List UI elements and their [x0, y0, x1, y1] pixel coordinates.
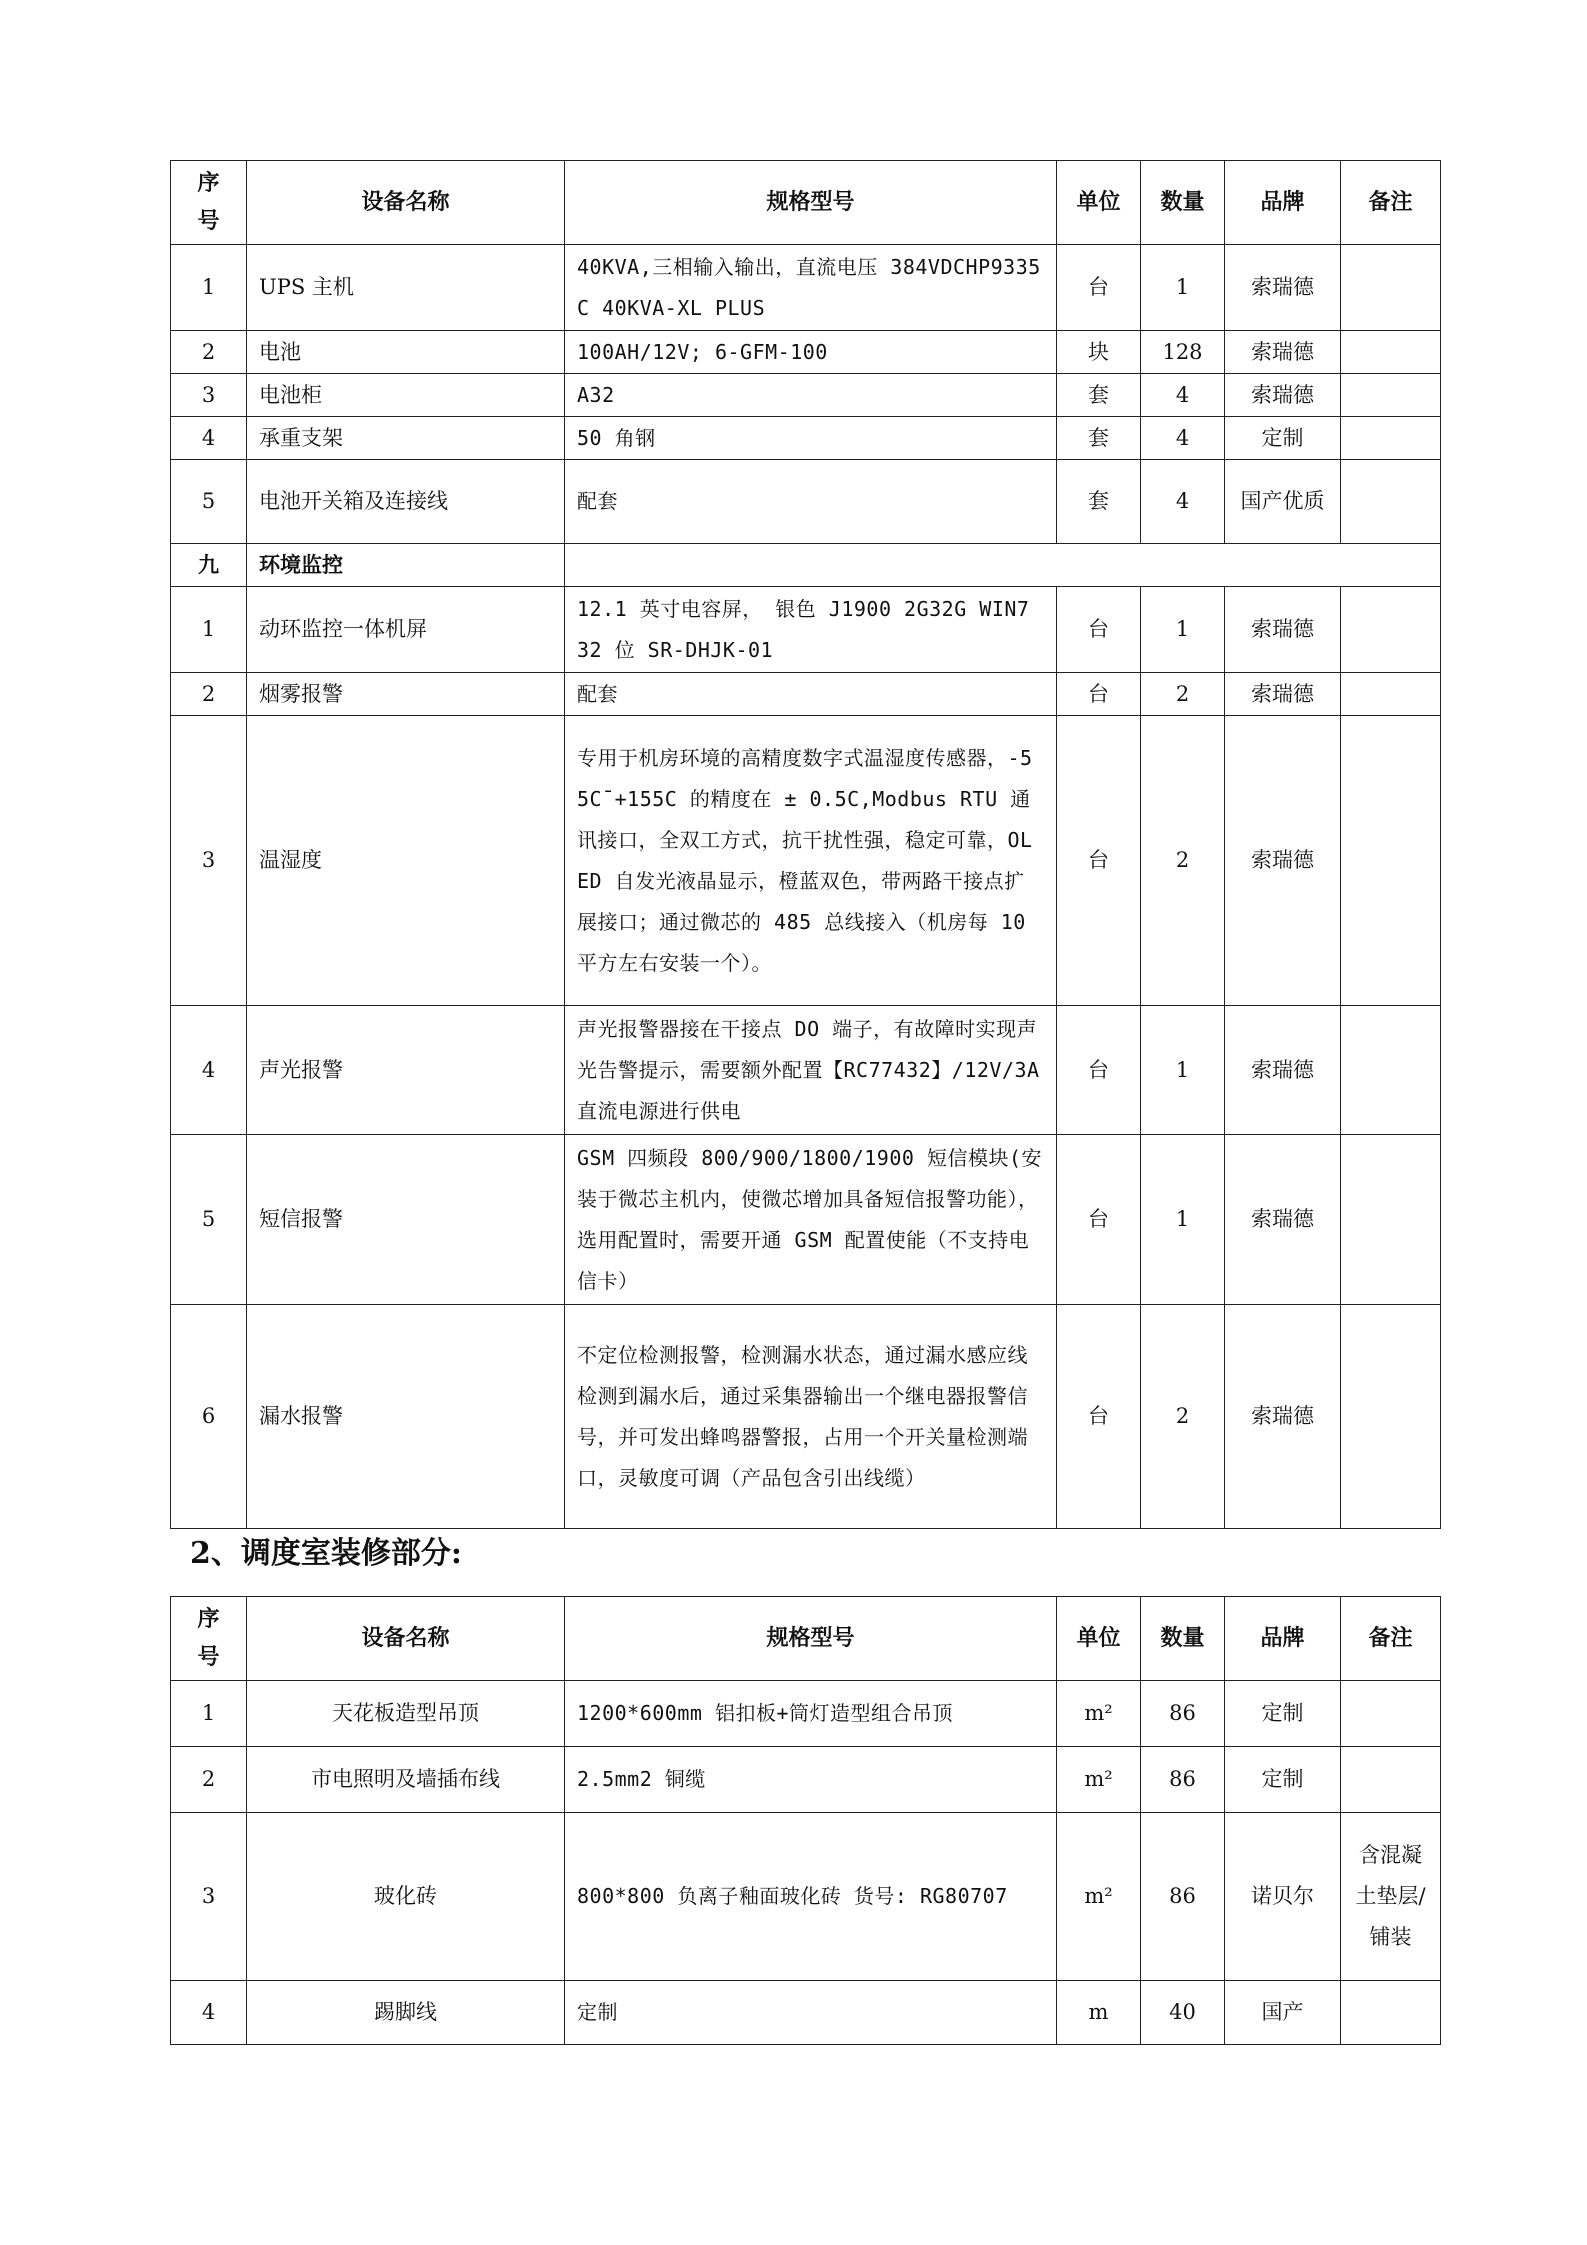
- cell-spec: 2.5mm2 铜缆: [565, 1747, 1057, 1813]
- cell-seq: 1: [171, 587, 247, 673]
- cell-spec: 40KVA,三相输入输出，直流电压 384VDCHP9335C 40KVA-XL PLUS: [565, 245, 1057, 331]
- cell-name: 烟雾报警: [247, 673, 565, 716]
- section-seq: 九: [171, 544, 247, 587]
- table-header-row: [171, 161, 1441, 245]
- cell-note: [1341, 460, 1441, 544]
- cell-brand: 索瑞德: [1225, 1135, 1341, 1305]
- cell-unit: 套: [1057, 417, 1141, 460]
- header-unit: 单位: [1057, 1597, 1141, 1681]
- cell-spec: 定制: [565, 1981, 1057, 2045]
- cell-qty: 4: [1141, 460, 1225, 544]
- cell-name: 漏水报警: [247, 1305, 565, 1529]
- cell-note: [1341, 1135, 1441, 1305]
- table-row: [171, 1681, 1441, 1747]
- cell-seq: 5: [171, 460, 247, 544]
- header-qty: 数量: [1141, 1597, 1225, 1681]
- cell-qty: 86: [1141, 1747, 1225, 1813]
- cell-unit: m²: [1057, 1747, 1141, 1813]
- cell-seq: 3: [171, 716, 247, 1006]
- cell-seq: 4: [171, 1981, 247, 2045]
- table-row: [171, 1135, 1441, 1305]
- cell-qty: 86: [1141, 1681, 1225, 1747]
- cell-brand: 诺贝尔: [1225, 1813, 1341, 1981]
- cell-seq: 4: [171, 1006, 247, 1135]
- cell-qty: 1: [1141, 1006, 1225, 1135]
- cell-unit: 块: [1057, 331, 1141, 374]
- cell-brand: 索瑞德: [1225, 1305, 1341, 1529]
- cell-qty: 2: [1141, 1305, 1225, 1529]
- cell-unit: m²: [1057, 1813, 1141, 1981]
- cell-spec: 不定位检测报警，检测漏水状态，通过漏水感应线检测到漏水后，通过采集器输出一个继电器报警信号，并可发出蜂鸣器警报，占用一个开关量检测端口，灵敏度可调（产品包含引出线缆）: [565, 1305, 1057, 1529]
- header-spec: 规格型号: [565, 1597, 1057, 1681]
- header-brand: 品牌: [1225, 161, 1341, 245]
- section-heading: 2、调度室装修部分:: [190, 1536, 462, 1571]
- cell-brand: 索瑞德: [1225, 245, 1341, 331]
- table-row: [171, 460, 1441, 544]
- cell-spec: A32: [565, 374, 1057, 417]
- cell-seq: 3: [171, 1813, 247, 1981]
- cell-name: 承重支架: [247, 417, 565, 460]
- cell-spec: 声光报警器接在干接点 DO 端子，有故障时实现声光告警提示，需要额外配置【RC77432】/12V/3A 直流电源进行供电: [565, 1006, 1057, 1135]
- cell-unit: 台: [1057, 716, 1141, 1006]
- cell-unit: 套: [1057, 460, 1141, 544]
- cell-unit: 台: [1057, 1006, 1141, 1135]
- cell-name: 天花板造型吊顶: [247, 1681, 565, 1747]
- cell-spec: 1200*600mm 铝扣板+筒灯造型组合吊顶: [565, 1681, 1057, 1747]
- cell-brand: 索瑞德: [1225, 331, 1341, 374]
- table-row: [171, 417, 1441, 460]
- section-empty: [565, 544, 1441, 587]
- cell-brand: 索瑞德: [1225, 374, 1341, 417]
- cell-note: [1341, 673, 1441, 716]
- cell-note: [1341, 331, 1441, 374]
- cell-note: 含混凝土垫层/铺装: [1341, 1813, 1441, 1981]
- cell-qty: 4: [1141, 374, 1225, 417]
- header-seq: 序号: [171, 161, 247, 245]
- cell-seq: 4: [171, 417, 247, 460]
- cell-brand: 索瑞德: [1225, 587, 1341, 673]
- cell-qty: 1: [1141, 245, 1225, 331]
- cell-spec: 配套: [565, 673, 1057, 716]
- cell-spec: 800*800 负离子釉面玻化砖 货号: RG80707: [565, 1813, 1057, 1981]
- cell-spec: 专用于机房环境的高精度数字式温湿度传感器，-55C¯+155C 的精度在 ± 0.5C,Modbus RTU 通讯接口，全双工方式，抗干扰性强，稳定可靠，OLED 自发光液晶显示，橙蓝双色，带两路干接点扩展接口；通过微芯的 485 总线接入（机房每 10 平方左右安装一个）。: [565, 716, 1057, 1006]
- header-name: 设备名称: [247, 161, 565, 245]
- table-row: [171, 245, 1441, 331]
- header-unit: 单位: [1057, 161, 1141, 245]
- cell-note: [1341, 417, 1441, 460]
- cell-qty: 40: [1141, 1981, 1225, 2045]
- cell-name: 玻化砖: [247, 1813, 565, 1981]
- equipment-table-dispatch-room: [170, 1596, 1441, 2045]
- cell-name: 踢脚线: [247, 1981, 565, 2045]
- header-note: 备注: [1341, 1597, 1441, 1681]
- cell-qty: 86: [1141, 1813, 1225, 1981]
- table-row: [171, 1981, 1441, 2045]
- header-qty: 数量: [1141, 161, 1225, 245]
- cell-brand: 索瑞德: [1225, 716, 1341, 1006]
- cell-brand: 索瑞德: [1225, 1006, 1341, 1135]
- cell-brand: 国产优质: [1225, 460, 1341, 544]
- cell-note: [1341, 587, 1441, 673]
- cell-spec: 12.1 英寸电容屏， 银色 J1900 2G32G WIN7 32 位 SR-DHJK-01: [565, 587, 1057, 673]
- cell-note: [1341, 1981, 1441, 2045]
- cell-name: 电池开关箱及连接线: [247, 460, 565, 544]
- cell-spec: 50 角钢: [565, 417, 1057, 460]
- cell-name: 短信报警: [247, 1135, 565, 1305]
- cell-unit: 台: [1057, 245, 1141, 331]
- cell-spec: 配套: [565, 460, 1057, 544]
- cell-seq: 3: [171, 374, 247, 417]
- header-brand: 品牌: [1225, 1597, 1341, 1681]
- table-row: [171, 374, 1441, 417]
- cell-brand: 定制: [1225, 1681, 1341, 1747]
- cell-name: 电池: [247, 331, 565, 374]
- table-header-row: [171, 1597, 1441, 1681]
- cell-qty: 1: [1141, 587, 1225, 673]
- cell-unit: 套: [1057, 374, 1141, 417]
- cell-name: 温湿度: [247, 716, 565, 1006]
- cell-spec: 100AH/12V; 6-GFM-100: [565, 331, 1057, 374]
- equipment-table-ups-env: [170, 160, 1441, 1529]
- cell-qty: 128: [1141, 331, 1225, 374]
- section-title: 环境监控: [247, 544, 565, 587]
- header-spec: 规格型号: [565, 161, 1057, 245]
- header-seq: 序号: [171, 1597, 247, 1681]
- cell-seq: 2: [171, 331, 247, 374]
- cell-name: UPS 主机: [247, 245, 565, 331]
- cell-qty: 4: [1141, 417, 1225, 460]
- cell-unit: m²: [1057, 1681, 1141, 1747]
- cell-seq: 6: [171, 1305, 247, 1529]
- cell-unit: 台: [1057, 587, 1141, 673]
- cell-name: 市电照明及墙插布线: [247, 1747, 565, 1813]
- cell-note: [1341, 1006, 1441, 1135]
- cell-brand: 国产: [1225, 1981, 1341, 2045]
- table-row: [171, 1813, 1441, 1981]
- cell-unit: 台: [1057, 1305, 1141, 1529]
- cell-name: 声光报警: [247, 1006, 565, 1135]
- table-row: [171, 587, 1441, 673]
- cell-brand: 索瑞德: [1225, 673, 1341, 716]
- cell-note: [1341, 245, 1441, 331]
- table-row: [171, 331, 1441, 374]
- cell-note: [1341, 1305, 1441, 1529]
- cell-seq: 2: [171, 1747, 247, 1813]
- cell-qty: 1: [1141, 1135, 1225, 1305]
- section-row: [171, 544, 1441, 587]
- cell-note: [1341, 374, 1441, 417]
- cell-spec: GSM 四频段 800/900/1800/1900 短信模块(安装于微芯主机内，使微芯增加具备短信报警功能），选用配置时，需要开通 GSM 配置使能（不支持电信卡）: [565, 1135, 1057, 1305]
- cell-qty: 2: [1141, 673, 1225, 716]
- table-row: [171, 716, 1441, 1006]
- cell-note: [1341, 1681, 1441, 1747]
- header-name: 设备名称: [247, 1597, 565, 1681]
- cell-brand: 定制: [1225, 417, 1341, 460]
- cell-unit: 台: [1057, 673, 1141, 716]
- cell-note: [1341, 1747, 1441, 1813]
- cell-qty: 2: [1141, 716, 1225, 1006]
- table-row: [171, 673, 1441, 716]
- cell-seq: 2: [171, 673, 247, 716]
- cell-seq: 1: [171, 1681, 247, 1747]
- header-note: 备注: [1341, 161, 1441, 245]
- cell-unit: 台: [1057, 1135, 1141, 1305]
- cell-note: [1341, 716, 1441, 1006]
- cell-name: 电池柜: [247, 374, 565, 417]
- cell-seq: 5: [171, 1135, 247, 1305]
- table-row: [171, 1305, 1441, 1529]
- table-row: [171, 1006, 1441, 1135]
- table-row: [171, 1747, 1441, 1813]
- cell-name: 动环监控一体机屏: [247, 587, 565, 673]
- cell-unit: m: [1057, 1981, 1141, 2045]
- cell-seq: 1: [171, 245, 247, 331]
- cell-brand: 定制: [1225, 1747, 1341, 1813]
